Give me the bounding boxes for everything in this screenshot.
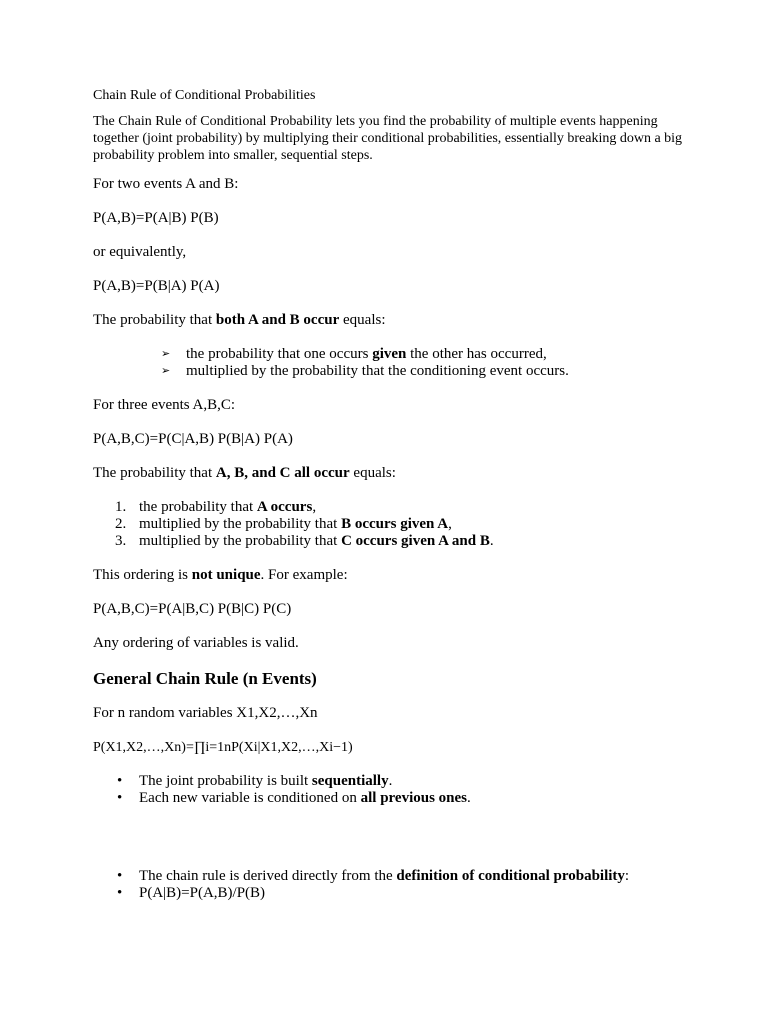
- list-item: [161, 346, 683, 363]
- list-item-text: .: [489, 533, 494, 549]
- list-item: [115, 790, 683, 807]
- list-item-text: P(A|B)=P(A,B)/P(B): [139, 885, 266, 901]
- intro-paragraph: The Chain Rule of Conditional Probability lets you find the probability of multiple events happening together (joint probability) by multiplying their conditional probabilities, essentially breaking down a big probability problem into smaller, sequential steps.: [93, 114, 683, 163]
- general-chain-rule-heading: General Chain Rule (n Events): [93, 669, 317, 688]
- list-item: [115, 516, 683, 533]
- two-events-label: For two events A and B:: [93, 176, 239, 192]
- statement-bold: A, B, and C all occur: [215, 465, 350, 481]
- list-item-text: The chain rule is derived directly from the: [139, 868, 397, 884]
- list-item-bold: B occurs given A: [341, 516, 449, 532]
- statement-text: The probability that: [93, 465, 216, 481]
- general-variables-label: For n random variables X1,X2,…,Xn: [93, 705, 318, 721]
- list-item-text: :: [624, 868, 630, 884]
- bullet-icon: •: [117, 790, 123, 806]
- list-number: 1.: [115, 499, 127, 515]
- arrow-bullet-icon: ➢: [161, 348, 171, 360]
- list-item-bold: definition of conditional probability: [396, 868, 625, 884]
- arrow-bullet-icon: ➢: [161, 365, 171, 377]
- list-item-text: the probability that: [139, 499, 257, 515]
- list-item: [115, 773, 683, 790]
- two-events-bullet-list: [161, 346, 683, 380]
- formula-alternate-ordering: P(A,B,C)=P(A|B,C) P(B|C) P(C): [93, 601, 292, 617]
- statement-text: equals:: [349, 465, 396, 481]
- ordering-text: . For example:: [260, 567, 348, 583]
- list-item-bold: sequentially: [311, 773, 389, 789]
- list-item-text: Each new variable is conditioned on: [139, 790, 361, 806]
- list-item: [115, 868, 683, 885]
- document-title: Chain Rule of Conditional Probabilities: [93, 88, 316, 103]
- list-item: [115, 499, 683, 516]
- statement-bold: both A and B occur: [215, 312, 340, 328]
- list-item-bold: given: [372, 346, 407, 362]
- general-bullet-list: [115, 773, 683, 807]
- ordering-text: This ordering is: [93, 567, 192, 583]
- three-events-statement: [93, 465, 683, 482]
- two-events-statement: [93, 312, 683, 329]
- bullet-icon: •: [117, 868, 123, 884]
- list-item-bold: A occurs: [256, 499, 313, 515]
- list-item: [115, 885, 683, 902]
- list-item: [161, 363, 683, 380]
- bullet-icon: •: [117, 885, 123, 901]
- three-events-numbered-list: [115, 499, 683, 550]
- list-number: 2.: [115, 516, 127, 532]
- general-chain-rule-formula: P(X1,X2,…,Xn)=∏i=1nP(Xi|X1,X2,…,Xi−1): [93, 740, 353, 755]
- ordering-bold: not unique: [191, 567, 261, 583]
- formula-two-events-2: P(A,B)=P(B|A) P(A): [93, 278, 220, 294]
- list-item-text: ,: [448, 516, 452, 532]
- list-item-text: .: [388, 773, 393, 789]
- statement-text: The probability that: [93, 312, 216, 328]
- document-page: [93, 87, 683, 919]
- any-ordering-note: Any ordering of variables is valid.: [93, 635, 299, 651]
- list-item: [115, 533, 683, 550]
- list-item-text: ,: [312, 499, 317, 515]
- derivation-bullet-list: [115, 868, 683, 902]
- list-item-bold: C occurs given A and B: [341, 533, 490, 549]
- list-item-text: .: [467, 790, 471, 806]
- list-item-text: multiplied by the probability that: [139, 516, 342, 532]
- equivalently-text: or equivalently,: [93, 244, 187, 260]
- formula-two-events-1: P(A,B)=P(A|B) P(B): [93, 210, 219, 226]
- list-number: 3.: [115, 533, 127, 549]
- three-events-label: For three events A,B,C:: [93, 397, 236, 413]
- bullet-icon: •: [117, 773, 123, 789]
- statement-text: equals:: [339, 312, 386, 328]
- list-item-text: the other has occurred,: [406, 346, 547, 362]
- list-item-text: The joint probability is built: [139, 773, 312, 789]
- blank-space: [93, 824, 683, 868]
- formula-three-events: P(A,B,C)=P(C|A,B) P(B|A) P(A): [93, 431, 293, 447]
- list-item-bold: all previous ones: [360, 790, 468, 806]
- list-item-text: multiplied by the probability that the conditioning event occurs.: [186, 363, 569, 379]
- list-item-text: multiplied by the probability that: [139, 533, 342, 549]
- ordering-note: [93, 567, 683, 584]
- list-item-text: the probability that one occurs: [186, 346, 373, 362]
